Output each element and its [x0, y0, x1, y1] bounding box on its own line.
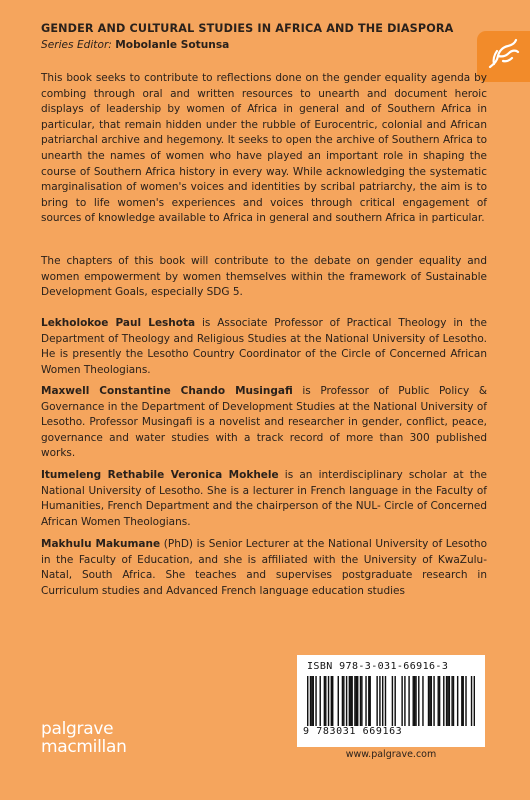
barcode-bar — [328, 676, 329, 728]
author-bio-2 — [41, 384, 487, 462]
barcode-bar — [447, 676, 448, 728]
publisher-website: www.palgrave.com — [345, 749, 437, 760]
barcode-bar — [474, 676, 475, 728]
barcode-bar — [414, 676, 415, 728]
publisher-logo-line-1: palgrave — [41, 719, 114, 739]
barcode-bar — [433, 676, 434, 728]
barcode-bar — [360, 676, 361, 728]
barcode-bar — [357, 676, 358, 728]
barcode-bar — [325, 676, 326, 728]
barcode-bar — [350, 676, 351, 728]
springer-horse-icon — [485, 37, 521, 73]
barcode-bar — [356, 676, 357, 728]
barcode-bar — [453, 676, 454, 728]
barcode-bar — [332, 676, 333, 728]
author-bio-text: is Professor of Public Policy & Governance in the Department of Development Studies at the National University of Lesotho. Professor Musingafi is a novelist and researcher in gender, conflict, peace, governance and water studies with a track record of more than 300 published works. — [41, 385, 488, 460]
barcode-bar — [431, 676, 432, 728]
blurb-paragraph-1: This book seeks to contribute to reflections done on the gender equality agenda by combing through oral and written resources to unearth and document heroic displays of leadership by women of Africa in general and of Southern Africa in particular, that remain hidden under the rubble of Eurocentric, colonial and African patriarchal archive and hegemony. It seeks to open the archive of Southern Africa to unearth the names of women who have played an important role in shaping the course of Southern Africa history in every way. While acknowledging the systematic marginalisation of women's voices and identities by scribal patriarchy, the aim is to bring to life women's experiences and voices through critical engagement of sources of knowledge available to Africa in general and southern Africa in particular. — [41, 72, 487, 225]
author-bio-text: (PhD) is Senior Lecturer at the National University of Lesotho in the Faculty of Education, and she is affiliated with the University of KwaZulu-Natal, South Africa. She teaches and supervises postgraduate research in Curriculum studies and Advanced French language education studies — [41, 538, 488, 597]
barcode-bar — [385, 676, 386, 728]
barcode-bar — [422, 676, 423, 728]
barcode — [307, 676, 475, 728]
author-name: Itumeleng Rethabile Veronica Mokhele — [41, 469, 279, 481]
barcode-bar — [404, 676, 405, 728]
barcode-bar — [342, 676, 343, 728]
barcode-bar — [415, 676, 416, 728]
barcode-bar — [394, 676, 395, 728]
series-editor-name: Mobolanle Sotunsa — [115, 39, 230, 51]
barcode-bar — [446, 676, 447, 728]
barcode-bar — [346, 676, 347, 728]
author-bio-4 — [41, 537, 487, 599]
barcode-bar — [324, 676, 325, 728]
barcode-bar — [331, 676, 332, 728]
barcode-bar — [461, 676, 462, 728]
barcode-bar — [315, 676, 316, 728]
barcode-bar — [439, 676, 440, 728]
barcode-bar — [369, 676, 370, 728]
barcode-bar — [401, 676, 402, 728]
publisher-logo — [41, 720, 127, 756]
barcode-bar — [338, 676, 339, 728]
author-name: Makhulu Makumane — [41, 538, 161, 550]
barcode-bar — [408, 676, 409, 728]
barcode-bar — [418, 676, 419, 728]
barcode-bar — [465, 676, 466, 728]
barcode-bar — [320, 676, 321, 728]
barcode-bar — [443, 676, 444, 728]
barcode-bar — [392, 676, 393, 728]
barcode-bar — [471, 676, 472, 728]
barcode-bar — [413, 676, 414, 728]
barcode-bar — [463, 676, 464, 728]
barcode-bar — [379, 676, 380, 728]
blurb-paragraph-2: The chapters of this book will contribute to the debate on gender equality and women empowerment by women themselves within the framework of Sustainable Development Goals, especially SDG 5. — [41, 255, 487, 299]
barcode-digits: 9 783031 669163 — [303, 726, 479, 737]
series-editor — [41, 39, 229, 51]
barcode-bar — [382, 676, 383, 728]
isbn-number: ISBN 978-3-031-66916-3 — [307, 661, 449, 672]
barcode-bar — [365, 676, 366, 728]
barcode-bar — [310, 676, 311, 728]
barcode-bar — [376, 676, 377, 728]
barcode-bar — [438, 676, 439, 728]
isbn-barcode-block — [297, 655, 485, 747]
barcode-bar — [451, 676, 452, 728]
author-bio-3 — [41, 468, 487, 530]
barcode-bar — [429, 676, 430, 728]
publisher-logo-line-2: macmillan — [41, 737, 127, 757]
barcode-bar — [449, 676, 450, 728]
barcode-bar — [343, 676, 344, 728]
barcode-bar — [351, 676, 352, 728]
barcode-bar — [457, 676, 458, 728]
barcode-bar — [349, 676, 350, 728]
barcode-bar — [311, 676, 312, 728]
series-title: GENDER AND CULTURAL STUDIES IN AFRICA AND THE DIASPORA — [41, 22, 454, 35]
barcode-bar — [313, 676, 314, 728]
series-editor-label: Series Editor: — [41, 39, 112, 51]
author-name: Lekholokoe Paul Leshota — [41, 317, 196, 329]
author-bio-text: is an interdisciplinary scholar at the National University of Lesotho. She is a lecturer in French language in the Faculty of Humanities, French Department and the chairperson of the NUL- Circle of Concerned African Women Theologians. — [41, 469, 487, 528]
barcode-bar — [307, 676, 308, 728]
barcode-bar — [354, 676, 355, 728]
barcode-bar — [361, 676, 362, 728]
author-bio-1 — [41, 316, 487, 378]
author-bio-text: is Associate Professor of Practical Theology in the Department of Theology and Religious Studies at the National University of Lesotho. He is presently the Lesotho Country Coordinator of the Circle of Concerned African Women Theologians. — [41, 317, 487, 376]
barcode-bar — [428, 676, 429, 728]
author-name: Maxwell Constantine Chando Musingafi — [41, 385, 293, 397]
barcode-bar — [368, 676, 369, 728]
